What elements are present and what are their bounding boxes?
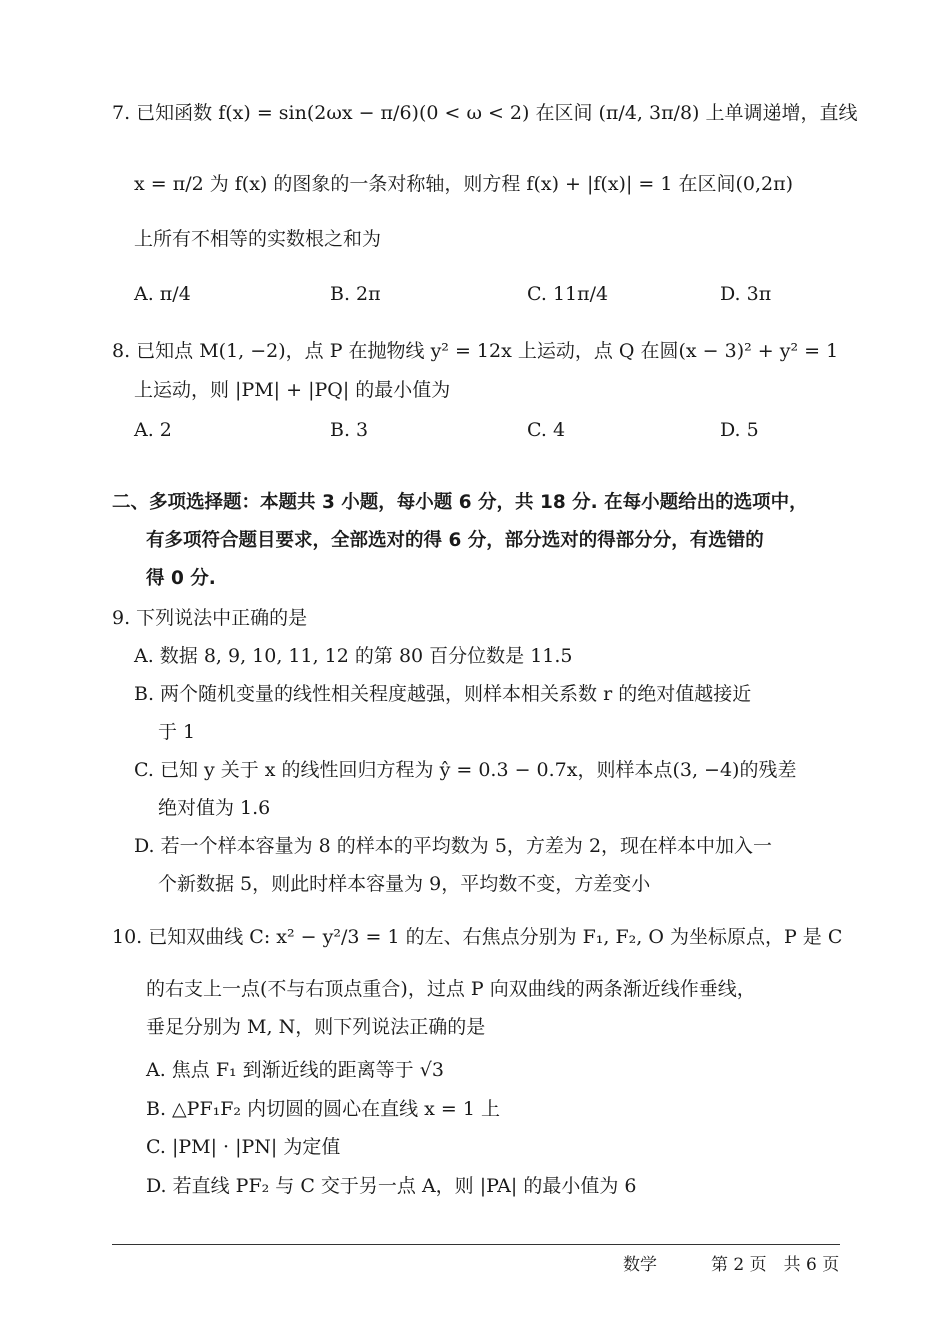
q9-option-a: A. 数据 8, 9, 10, 11, 12 的第 80 百分位数是 11.5 <box>134 645 573 667</box>
q9-option-c-line2: 绝对值为 1.6 <box>158 797 271 819</box>
section2-heading-line2: 有多项符合题目要求，全部选对的得 6 分，部分选对的得部分分，有选错的 <box>146 530 764 551</box>
q7-option-a: A. π/4 <box>134 283 191 305</box>
q10-option-a: A. 焦点 F₁ 到渐近线的距离等于 √3 <box>146 1059 444 1081</box>
q9-option-d-line1: D. 若一个样本容量为 8 的样本的平均数为 5，方差为 2，现在样本中加入一 <box>134 835 773 857</box>
q10-option-b: B. △PF₁F₂ 内切圆的圆心在直线 x = 1 上 <box>146 1098 500 1120</box>
q7-option-d: D. 3π <box>720 283 772 305</box>
q8-option-a: A. 2 <box>134 419 172 441</box>
q10-option-c: C. |PM| · |PN| 为定值 <box>146 1136 341 1158</box>
q8-line2: 上运动，则 |PM| + |PQ| 的最小值为 <box>134 379 451 401</box>
footer-divider <box>112 1244 840 1245</box>
q9-option-b-line1: B. 两个随机变量的线性相关程度越强，则样本相关系数 r 的绝对值越接近 <box>134 683 752 705</box>
footer-subject: 数学 <box>623 1255 657 1275</box>
q10-option-d: D. 若直线 PF₂ 与 C 交于另一点 A，则 |PA| 的最小值为 6 <box>146 1175 637 1197</box>
q10-line2: 的右支上一点(不与右顶点重合)，过点 P 向双曲线的两条渐近线作垂线， <box>146 978 756 1000</box>
q7-line1: 7. 已知函数 f(x) = sin(2ωx − π/6)(0 < ω < 2) 在区间 (π/4, 3π/8) 上单调递增，直线 <box>112 102 858 124</box>
section2-heading-line1: 二、多项选择题：本题共 3 小题，每小题 6 分，共 18 分. 在每小题给出的选项中， <box>112 492 808 513</box>
section2-heading-line3: 得 0 分. <box>146 568 216 589</box>
q10-line3: 垂足分别为 M, N，则下列说法正确的是 <box>146 1016 486 1038</box>
q7-option-b: B. 2π <box>330 283 381 305</box>
q8-line1: 8. 已知点 M(1, −2)，点 P 在抛物线 y² = 12x 上运动，点 Q 在圆(x − 3)² + y² = 1 <box>112 340 839 362</box>
q8-option-c: C. 4 <box>527 419 566 441</box>
q7-line2: x = π/2 为 f(x) 的图象的一条对称轴，则方程 f(x) + |f(x)| = 1 在区间(0,2π) <box>134 173 794 195</box>
q7-option-c: C. 11π/4 <box>527 283 609 305</box>
q9-stem: 9. 下列说法中正确的是 <box>112 607 308 629</box>
q8-option-b: B. 3 <box>330 419 369 441</box>
q9-option-b-line2: 于 1 <box>158 721 196 743</box>
q8-option-d: D. 5 <box>720 419 759 441</box>
q9-option-c-line1: C. 已知 y 关于 x 的线性回归方程为 ŷ = 0.3 − 0.7x，则样本点(3, −4)的残差 <box>134 759 797 781</box>
q9-option-d-line2: 个新数据 5，则此时样本容量为 9，平均数不变，方差变小 <box>158 873 651 895</box>
footer-page-number: 第 2 页 共 6 页 <box>711 1255 840 1275</box>
q7-line3: 上所有不相等的实数根之和为 <box>134 228 382 250</box>
q10-line1: 10. 已知双曲线 C: x² − y²/3 = 1 的左、右焦点分别为 F₁, F₂, O 为坐标原点，P 是 C <box>112 926 843 948</box>
